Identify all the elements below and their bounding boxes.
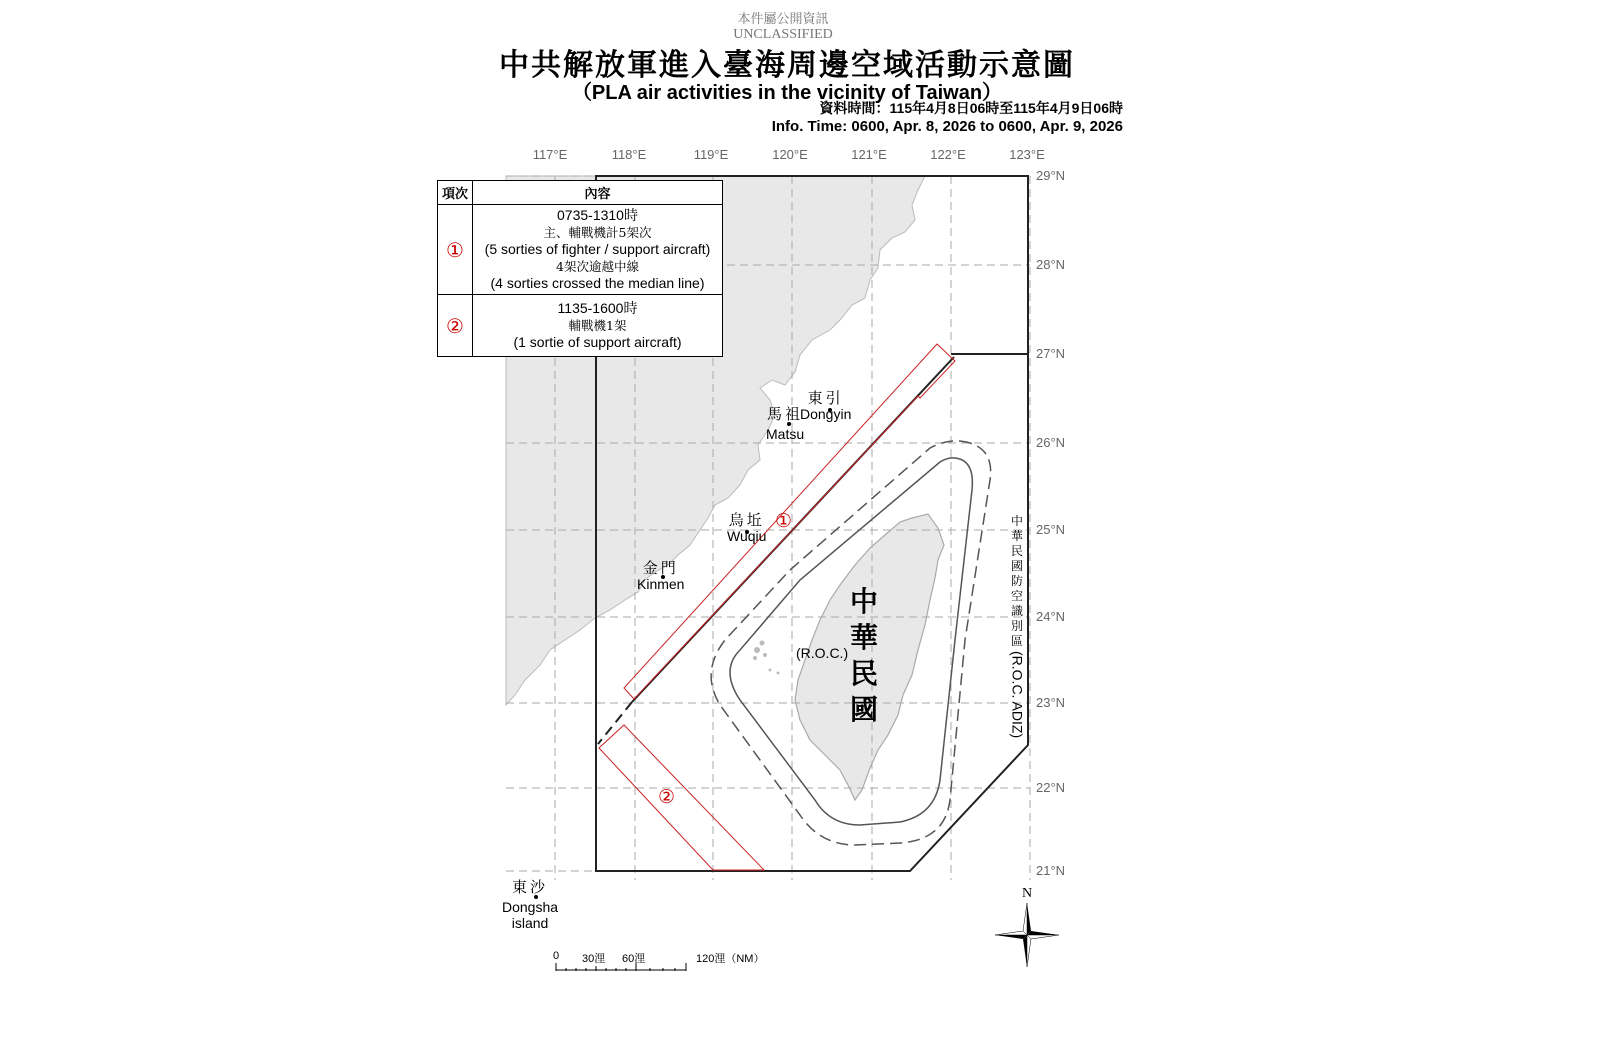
legend-1-median-en: (4 sorties crossed the median line) bbox=[490, 275, 705, 291]
lon-label-119: 119°E bbox=[693, 147, 729, 162]
adiz-label-en: (R.O.C. ADIZ) bbox=[1009, 651, 1026, 739]
scale-label-120: 120浬（NM） bbox=[696, 953, 765, 965]
label-roc-cn: 中華民國 bbox=[849, 585, 878, 726]
scale-label-60: 60浬 bbox=[622, 953, 646, 965]
label-kinmen: 金門 Kinmen bbox=[637, 559, 685, 592]
legend-2-time: 1135-1600時 bbox=[557, 300, 638, 316]
legend-header-item: 項次 bbox=[438, 181, 473, 205]
legend-1-median-cn: 4架次逾越中線 bbox=[556, 259, 639, 274]
adiz-label-cn: 中華民國防空識別區 bbox=[1010, 514, 1023, 648]
activity-legend-table bbox=[437, 180, 723, 357]
map-title-en: （PLA air activities in the vicinity of Taiwan） bbox=[571, 82, 1003, 104]
median-line-dashed bbox=[598, 702, 632, 744]
classification-cn: 本件屬公開資訊 bbox=[737, 12, 829, 27]
compass-north-label: N bbox=[1022, 886, 1033, 901]
legend-1-time: 0735-1310時 bbox=[557, 207, 638, 223]
lat-label-25: 25°N bbox=[1036, 522, 1066, 537]
zone-2-marker: ② bbox=[658, 786, 676, 808]
lat-label-27: 27°N bbox=[1036, 346, 1066, 361]
lat-label-23: 23°N bbox=[1036, 695, 1066, 710]
lon-label-120: 120°E bbox=[772, 147, 808, 162]
lat-label-24: 24°N bbox=[1036, 609, 1066, 624]
label-dongyin: 東引 Dongyin bbox=[800, 389, 852, 422]
legend-2-sorties-en: (1 sortie of support aircraft) bbox=[513, 334, 682, 350]
lat-label-28: 28°N bbox=[1036, 257, 1066, 272]
label-adiz bbox=[1006, 514, 1028, 738]
legend-marker-2: ② bbox=[438, 295, 473, 357]
scale-label-0: 0 bbox=[553, 950, 560, 962]
legend-2-sorties-cn: 輔戰機1架 bbox=[568, 318, 627, 333]
lat-label-29: 29°N bbox=[1036, 168, 1066, 183]
label-dongsha: 東沙 Dongsha island bbox=[502, 878, 559, 931]
classification-en: UNCLASSIFIED bbox=[733, 27, 833, 42]
lat-label-21: 21°N bbox=[1036, 863, 1066, 878]
legend-1-sorties-cn: 主、輔戰機計5架次 bbox=[543, 225, 652, 240]
legend-row-1 bbox=[438, 205, 723, 295]
penghu-islands bbox=[753, 641, 780, 675]
scale-label-30: 30浬 bbox=[582, 953, 606, 965]
lon-label-117: 117°E bbox=[532, 147, 568, 162]
zone-1-marker: ① bbox=[775, 510, 793, 532]
lat-label-26: 26°N bbox=[1036, 435, 1066, 450]
compass-rose-icon bbox=[995, 903, 1059, 967]
legend-marker-1: ① bbox=[438, 205, 473, 295]
lon-label-118: 118°E bbox=[611, 147, 647, 162]
label-wuqiu: 烏坵 Wuqiu bbox=[727, 511, 767, 544]
lat-label-22: 22°N bbox=[1036, 780, 1066, 795]
activity-zone-2 bbox=[599, 725, 764, 870]
map-title-cn: 中共解放軍進入臺海周邊空域活動示意圖 bbox=[499, 48, 1075, 83]
lon-label-121: 121°E bbox=[851, 147, 887, 162]
legend-1-sorties-en: (5 sorties of fighter / support aircraft) bbox=[484, 241, 711, 257]
label-matsu: 馬祖 Matsu bbox=[766, 405, 805, 442]
lon-label-123: 123°E bbox=[1009, 147, 1045, 162]
info-time-cn: 資料時間：115年4月8日06時至115年4月9日06時 bbox=[819, 100, 1123, 116]
info-time-en: Info. Time: 0600, Apr. 8, 2026 to 0600, Apr. 9, 2026 bbox=[771, 118, 1123, 135]
scale-bar bbox=[556, 963, 686, 971]
label-roc-en: (R.O.C.) bbox=[796, 645, 849, 661]
lon-label-122: 122°E bbox=[930, 147, 966, 162]
legend-header-content: 內容 bbox=[473, 181, 723, 205]
legend-row-2 bbox=[438, 295, 723, 357]
